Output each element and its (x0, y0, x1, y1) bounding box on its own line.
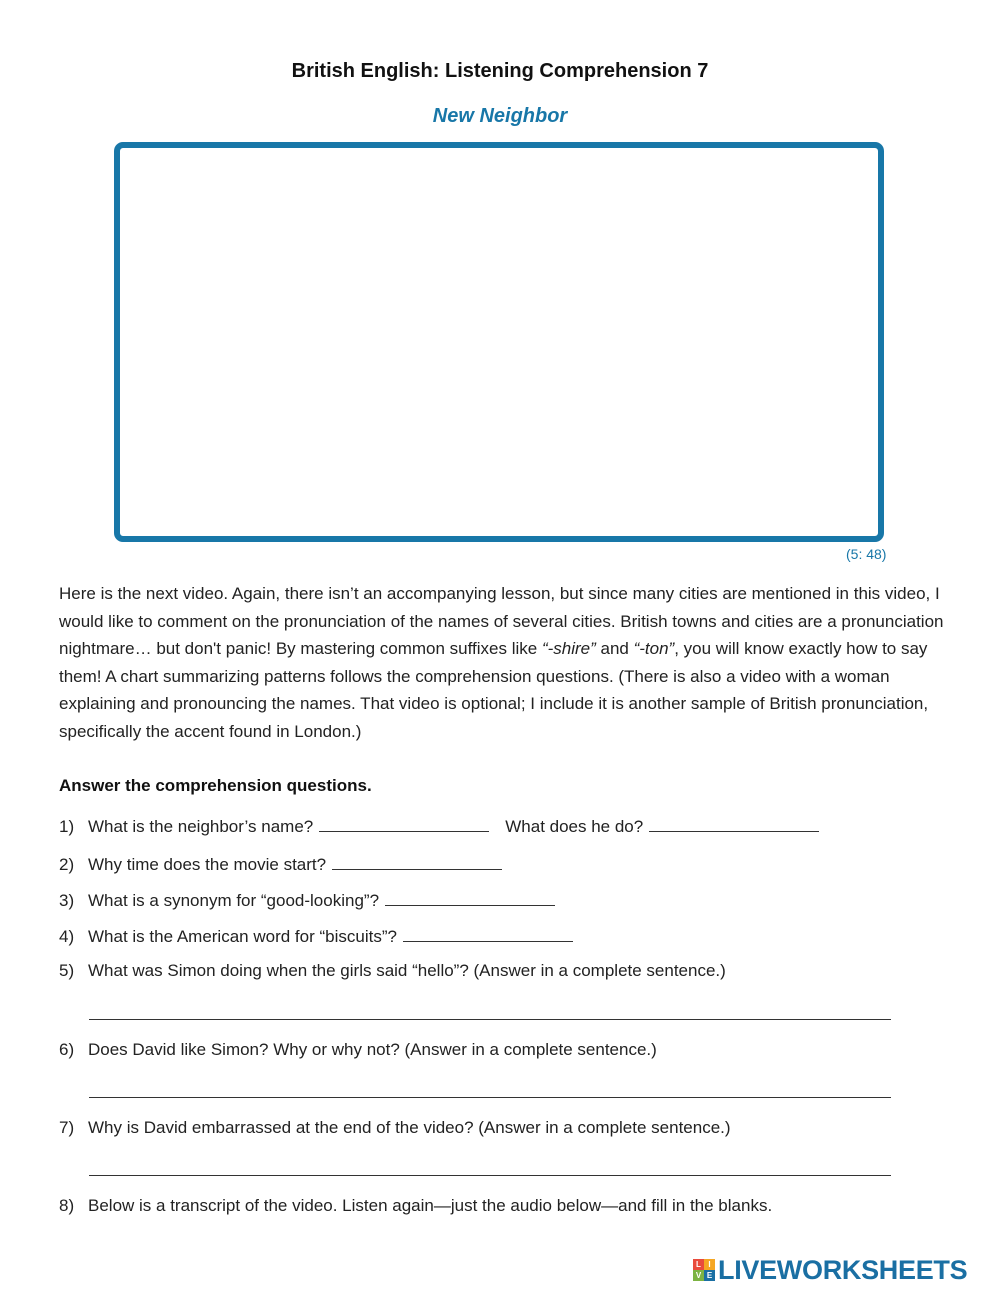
question-number: 3) (59, 891, 75, 910)
answer-blank-movie-time[interactable] (332, 853, 502, 870)
question-text: Why time does the movie start? (88, 855, 327, 874)
question-number: 6) (59, 1040, 75, 1059)
question-number: 5) (59, 961, 75, 980)
question-text: Does David like Simon? Why or why not? (Answer in a complete sentence.) (88, 1040, 657, 1059)
question-text: What is a synonym for “good-looking”? (88, 891, 380, 910)
question-6 (59, 1040, 657, 1060)
intro-paragraph (59, 580, 947, 746)
suffix-shire: “-shire” (541, 639, 596, 659)
question-text: What is the neighbor’s name? (88, 817, 314, 836)
intro-text-1: Here is the next video. Again, there isn’t an accompanying lesson, but since many cities are mentioned in this video, I would like to comment on the pronunciation of the names of several cities. British towns and cities are a pronunciation nightmare… but don't panic! By mastering common suffixes like (59, 584, 944, 659)
question-number: 7) (59, 1118, 75, 1137)
answer-blank-synonym[interactable] (385, 889, 555, 906)
questions-heading: Answer the comprehension questions. (59, 776, 372, 795)
question-7 (59, 1118, 731, 1138)
logo-letter: I (704, 1259, 715, 1270)
page-title: British English: Listening Comprehension 7 (291, 60, 709, 82)
question-2 (59, 853, 502, 875)
video-duration: (5: 48) (846, 546, 887, 562)
question-3 (59, 889, 555, 911)
question-number: 4) (59, 927, 75, 946)
intro-text-3: , you will know exactly how to say them! A chart summarizing patterns follows the comprehension questions. (There is also a video with a woman explaining and pronouncing the names. That video is optional; I include it is another sample of British pronunciation, specifically the accent found in London.) (59, 639, 929, 741)
answer-line-6[interactable] (89, 1096, 891, 1098)
question-8 (59, 1196, 772, 1216)
question-1 (59, 815, 819, 837)
page-subtitle: New Neighbor (432, 105, 568, 127)
question-text: Why is David embarrassed at the end of the video? (Answer in a complete sentence.) (88, 1118, 731, 1137)
answer-line-5[interactable] (89, 1018, 891, 1020)
answer-blank-biscuits[interactable] (403, 925, 573, 942)
logo-letter: E (704, 1270, 715, 1281)
logo-mark-icon (693, 1259, 715, 1281)
logo-letter: L (693, 1259, 704, 1270)
question-number: 8) (59, 1196, 75, 1215)
brand-name: LIVEWORKSHEETS (718, 1254, 968, 1285)
intro-text-2: and (595, 639, 634, 659)
answer-blank-neighbor-job[interactable] (649, 815, 819, 832)
video-player[interactable] (114, 142, 884, 542)
question-text: Below is a transcript of the video. Listen again—just the audio below—and fill in the blanks. (88, 1196, 773, 1215)
answer-blank-neighbor-name[interactable] (319, 815, 489, 832)
question-4 (59, 925, 573, 947)
question-number: 1) (59, 817, 75, 836)
question-text: What is the American word for “biscuits”? (88, 927, 397, 946)
question-number: 2) (59, 855, 75, 874)
question-5 (59, 961, 726, 981)
liveworksheets-logo[interactable] (693, 1255, 993, 1285)
question-text-b: What does he do? (505, 817, 644, 836)
answer-line-7[interactable] (89, 1174, 891, 1176)
question-text: What was Simon doing when the girls said “hello”? (Answer in a complete sentence.) (88, 961, 726, 980)
logo-letter: V (693, 1270, 704, 1281)
suffix-ton: “-ton” (633, 639, 675, 659)
